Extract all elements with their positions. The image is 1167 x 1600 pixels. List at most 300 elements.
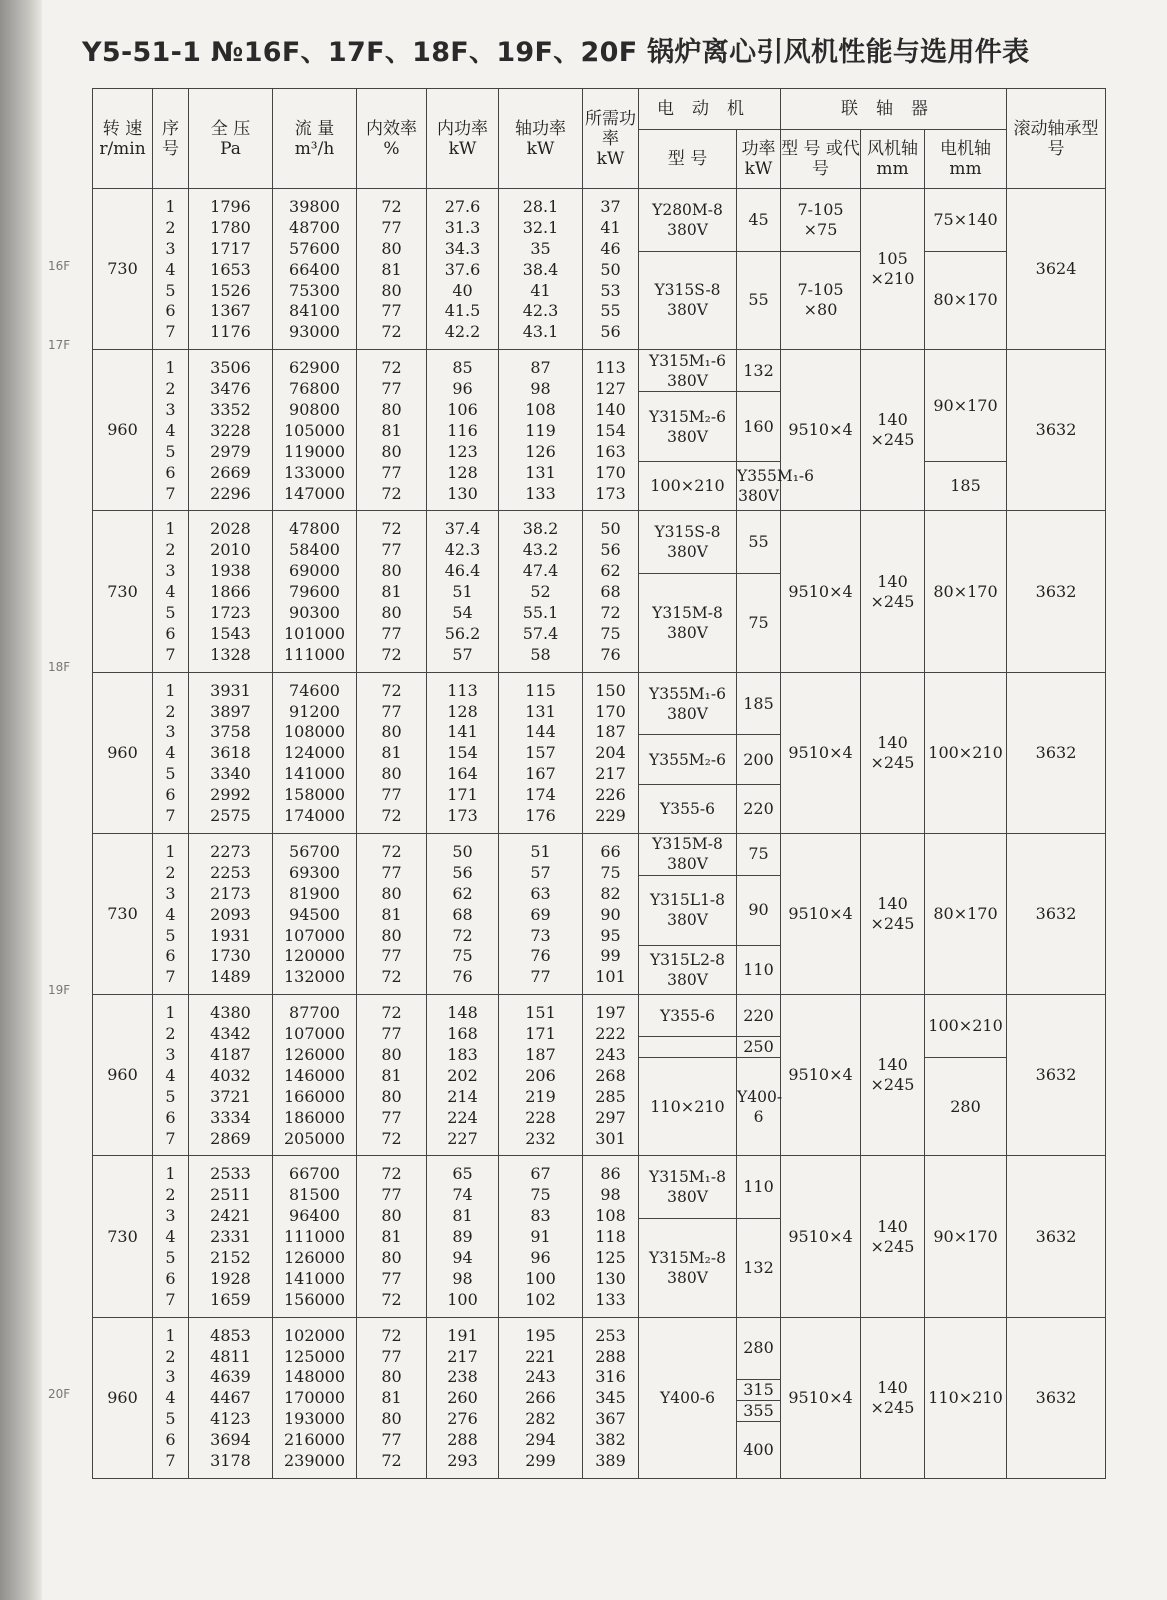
pressure-cell-value: 2010 xyxy=(210,540,251,560)
shaft-power-cell-value: 35 xyxy=(530,238,551,258)
required-power-cell xyxy=(583,833,639,994)
inner-power-cell-value: 217 xyxy=(447,1346,478,1366)
flow-cell-value: 91200 xyxy=(289,701,340,721)
seq-cell-value: 6 xyxy=(165,462,176,482)
pressure-cell-value: 4380 xyxy=(210,1003,251,1023)
fan-size-label: 20F xyxy=(48,1387,71,1402)
efficiency-cell-value: 72 xyxy=(381,1003,402,1023)
inner-power-cell xyxy=(427,189,499,350)
bearing-cell: 3632 xyxy=(1007,350,1106,511)
required-power-cell xyxy=(583,350,639,511)
pressure-cell xyxy=(189,350,273,511)
flow-cell-value: 111000 xyxy=(283,1227,346,1247)
required-power-cell xyxy=(583,1317,639,1478)
motor-power-cell: 280 xyxy=(737,1317,781,1380)
pressure-cell-value: 1931 xyxy=(210,925,251,945)
pressure-cell-value: 1866 xyxy=(210,582,251,602)
shaft-power-cell-value: 195 xyxy=(525,1325,556,1345)
motor-model-cell: Y355-6 xyxy=(639,995,737,1037)
motor-power-cell: 90 xyxy=(737,875,781,945)
flow-cell-value: 79600 xyxy=(289,582,340,602)
flow-cell-value: 133000 xyxy=(283,462,346,482)
inner-power-cell-value: 41.5 xyxy=(444,301,481,321)
inner-power-cell-value: 191 xyxy=(447,1325,478,1345)
efficiency-cell-value: 77 xyxy=(381,1268,402,1288)
required-power-cell-value: 125 xyxy=(595,1247,626,1267)
flow-cell-value: 84100 xyxy=(289,301,340,321)
motor-power-cell: 132 xyxy=(737,1219,781,1318)
seq-cell-value: 4 xyxy=(165,420,176,440)
motor-power-cell: 280 xyxy=(925,1057,1007,1155)
shaft-power-cell xyxy=(499,995,583,1156)
fan-shaft-cell: 140 ×245 xyxy=(861,350,925,511)
flow-cell-value: 69300 xyxy=(289,862,340,882)
flow-cell-value: 141000 xyxy=(283,1268,346,1288)
required-power-cell-value: 173 xyxy=(595,483,626,503)
shaft-power-cell-value: 63 xyxy=(530,883,551,903)
inner-power-cell-value: 202 xyxy=(447,1065,478,1085)
motor-shaft-cell: 100×210 xyxy=(925,995,1007,1058)
header-inner-power: 内功率 kW xyxy=(427,89,499,189)
efficiency-cell-value: 81 xyxy=(381,259,402,279)
motor-model-cell: Y355M₁-6 380V xyxy=(639,672,737,735)
efficiency-cell-value: 77 xyxy=(381,462,402,482)
motor-shaft-cell: 110×210 xyxy=(925,1317,1007,1478)
seq-cell-value: 5 xyxy=(165,1086,176,1106)
required-power-cell-value: 62 xyxy=(600,561,621,581)
required-power-cell-value: 197 xyxy=(595,1003,626,1023)
required-power-cell-value: 82 xyxy=(600,883,621,903)
flow-cell xyxy=(273,189,357,350)
inner-power-cell-value: 51 xyxy=(452,582,473,602)
inner-power-cell-value: 34.3 xyxy=(444,238,481,258)
required-power-cell-value: 389 xyxy=(595,1450,626,1470)
shaft-power-cell-value: 221 xyxy=(525,1346,556,1366)
shaft-power-cell xyxy=(499,350,583,511)
efficiency-cell-value: 81 xyxy=(381,1227,402,1247)
required-power-cell-value: 382 xyxy=(595,1430,626,1450)
bearing-cell: 3632 xyxy=(1007,833,1106,994)
shaft-power-cell-value: 98 xyxy=(530,379,551,399)
required-power-cell-value: 90 xyxy=(600,904,621,924)
efficiency-cell-value: 72 xyxy=(381,680,402,700)
required-power-cell-value: 163 xyxy=(595,441,626,461)
header-shaft-power: 轴功率 kW xyxy=(499,89,583,189)
pressure-cell-value: 1489 xyxy=(210,967,251,987)
required-power-cell-value: 170 xyxy=(595,462,626,482)
required-power-cell-value: 41 xyxy=(600,217,621,237)
shaft-power-cell-value: 47.4 xyxy=(522,561,559,581)
efficiency-cell-value: 80 xyxy=(381,1367,402,1387)
pressure-cell-value: 3334 xyxy=(210,1107,251,1127)
bearing-cell: 3624 xyxy=(1007,189,1106,350)
efficiency-cell-value: 80 xyxy=(381,1247,402,1267)
inner-power-cell-value: 100 xyxy=(447,1289,478,1309)
inner-power-cell-value: 141 xyxy=(447,722,478,742)
efficiency-cell-value: 80 xyxy=(381,238,402,258)
flow-cell-value: 119000 xyxy=(283,441,346,461)
efficiency-cell-value: 77 xyxy=(381,1346,402,1366)
flow-cell xyxy=(273,1156,357,1317)
table-row xyxy=(93,833,1106,854)
seq-cell-value: 1 xyxy=(165,1325,176,1345)
inner-power-cell-value: 128 xyxy=(447,462,478,482)
seq-cell-value: 3 xyxy=(165,883,176,903)
pressure-cell xyxy=(189,1317,273,1478)
pressure-cell-value: 2669 xyxy=(210,462,251,482)
header-motor-power: 功率 kW xyxy=(737,130,781,189)
speed-cell: 730 xyxy=(93,511,153,672)
table-row xyxy=(93,672,1106,693)
pressure-cell-value: 1367 xyxy=(210,301,251,321)
flow-cell-value: 93000 xyxy=(289,322,340,342)
flow-cell-value: 239000 xyxy=(283,1450,346,1470)
pressure-cell-value: 1717 xyxy=(210,238,251,258)
pressure-cell-value: 4032 xyxy=(210,1065,251,1085)
pressure-cell-value: 3897 xyxy=(210,701,251,721)
efficiency-cell xyxy=(357,511,427,672)
header-efficiency: 内效率 % xyxy=(357,89,427,189)
motor-power-cell: 185 xyxy=(737,672,781,735)
efficiency-cell-value: 81 xyxy=(381,582,402,602)
seq-cell-value: 6 xyxy=(165,301,176,321)
shaft-power-cell-value: 171 xyxy=(525,1024,556,1044)
efficiency-cell-value: 72 xyxy=(381,1128,402,1148)
seq-cell-value: 3 xyxy=(165,1367,176,1387)
seq-cell-value: 7 xyxy=(165,483,176,503)
header-coupling: 联轴器 xyxy=(781,89,1007,130)
required-power-cell-value: 243 xyxy=(595,1044,626,1064)
required-power-cell-value: 285 xyxy=(595,1086,626,1106)
motor-model-cell: Y400-6 xyxy=(639,1317,737,1478)
inner-power-cell-value: 116 xyxy=(447,420,478,440)
flow-cell-value: 66700 xyxy=(289,1164,340,1184)
required-power-cell-value: 68 xyxy=(600,582,621,602)
flow-cell-value: 126000 xyxy=(283,1044,346,1064)
pressure-cell-value: 1780 xyxy=(210,217,251,237)
efficiency-cell-value: 72 xyxy=(381,358,402,378)
efficiency-cell-value: 72 xyxy=(381,1325,402,1345)
seq-cell-value: 2 xyxy=(165,1346,176,1366)
coupling-model-cell: 9510×4 xyxy=(781,1317,861,1478)
bearing-cell: 3632 xyxy=(1007,672,1106,833)
inner-power-cell-value: 74 xyxy=(452,1185,473,1205)
shaft-power-cell-value: 131 xyxy=(525,462,556,482)
seq-cell xyxy=(153,511,189,672)
flow-cell-value: 58400 xyxy=(289,540,340,560)
required-power-cell-value: 50 xyxy=(600,259,621,279)
efficiency-cell-value: 77 xyxy=(381,1107,402,1127)
speed-cell: 960 xyxy=(93,672,153,833)
speed-cell: 730 xyxy=(93,1156,153,1317)
required-power-cell xyxy=(583,511,639,672)
motor-model-cell: Y355M₂-6 xyxy=(639,735,737,784)
motor-shaft-cell: 100×210 xyxy=(925,672,1007,833)
seq-cell-value: 6 xyxy=(165,785,176,805)
flow-cell-value: 62900 xyxy=(289,358,340,378)
pressure-cell-value: 1796 xyxy=(210,197,251,216)
efficiency-cell xyxy=(357,833,427,994)
coupling-model-cell: 9510×4 xyxy=(781,1156,861,1317)
efficiency-cell xyxy=(357,1156,427,1317)
seq-cell-value: 3 xyxy=(165,400,176,420)
performance-table xyxy=(92,88,1106,1479)
seq-cell xyxy=(153,1156,189,1317)
inner-power-cell-value: 130 xyxy=(447,483,478,503)
required-power-cell-value: 108 xyxy=(595,1206,626,1226)
required-power-cell-value: 316 xyxy=(595,1367,626,1387)
seq-cell-value: 5 xyxy=(165,603,176,623)
pressure-cell-value: 3228 xyxy=(210,420,251,440)
speed-cell: 960 xyxy=(93,1317,153,1478)
seq-cell-value: 2 xyxy=(165,379,176,399)
required-power-cell-value: 98 xyxy=(600,1185,621,1205)
seq-cell-value: 6 xyxy=(165,1430,176,1450)
required-power-cell-value: 268 xyxy=(595,1065,626,1085)
required-power-cell-value: 76 xyxy=(600,644,621,664)
coupling-model-cell: 9510×4 xyxy=(781,672,861,833)
fan-shaft-cell: 140 ×245 xyxy=(861,995,925,1156)
inner-power-cell-value: 293 xyxy=(447,1450,478,1470)
required-power-cell-value: 95 xyxy=(600,925,621,945)
table-row xyxy=(93,1317,1106,1338)
efficiency-cell-value: 80 xyxy=(381,925,402,945)
fan-shaft-cell: 140 ×245 xyxy=(861,672,925,833)
inner-power-cell-value: 75 xyxy=(452,946,473,966)
motor-model-cell: Y355M₁-6 380V xyxy=(737,462,781,511)
flow-cell-value: 102000 xyxy=(283,1325,346,1345)
inner-power-cell-value: 113 xyxy=(447,680,478,700)
required-power-cell-value: 187 xyxy=(595,722,626,742)
pressure-cell-value: 3694 xyxy=(210,1430,251,1450)
required-power-cell-value: 288 xyxy=(595,1346,626,1366)
pressure-cell-value: 2511 xyxy=(210,1185,251,1205)
flow-cell-value: 156000 xyxy=(283,1289,346,1309)
inner-power-cell-value: 50 xyxy=(452,841,473,861)
seq-cell-value: 2 xyxy=(165,701,176,721)
efficiency-cell-value: 80 xyxy=(381,1409,402,1429)
shaft-power-cell-value: 131 xyxy=(525,701,556,721)
inner-power-cell-value: 106 xyxy=(447,400,478,420)
pressure-cell-value: 1328 xyxy=(210,644,251,664)
flow-cell-value: 132000 xyxy=(283,967,346,987)
pressure-cell-value: 3758 xyxy=(210,722,251,742)
seq-cell xyxy=(153,189,189,350)
seq-cell-value: 4 xyxy=(165,582,176,602)
inner-power-cell-value: 54 xyxy=(452,603,473,623)
motor-model-cell: Y315M₂-6 380V xyxy=(639,392,737,462)
seq-cell-value: 5 xyxy=(165,1409,176,1429)
pressure-cell-value: 1659 xyxy=(210,1289,251,1309)
header-pressure: 全 压 Pa xyxy=(189,89,273,189)
motor-shaft-cell: 90×170 xyxy=(925,1156,1007,1317)
motor-power-cell: 75 xyxy=(737,833,781,875)
inner-power-cell-value: 72 xyxy=(452,925,473,945)
fan-size-label: 16F xyxy=(48,258,71,273)
efficiency-cell-value: 72 xyxy=(381,1450,402,1470)
seq-cell-value: 3 xyxy=(165,561,176,581)
shaft-power-cell-value: 73 xyxy=(530,925,551,945)
inner-power-cell xyxy=(427,511,499,672)
pressure-cell-value: 2331 xyxy=(210,1227,251,1247)
required-power-cell-value: 46 xyxy=(600,238,621,258)
efficiency-cell-value: 81 xyxy=(381,904,402,924)
required-power-cell-value: 170 xyxy=(595,701,626,721)
required-power-cell-value: 37 xyxy=(600,197,621,216)
seq-cell-value: 7 xyxy=(165,967,176,987)
speed-cell: 730 xyxy=(93,833,153,994)
flow-cell-value: 90800 xyxy=(289,400,340,420)
efficiency-cell-value: 80 xyxy=(381,883,402,903)
pressure-cell-value: 1543 xyxy=(210,623,251,643)
pressure-cell-value: 3340 xyxy=(210,764,251,784)
pressure-cell-value: 3506 xyxy=(210,358,251,378)
fan-size-label: 17F xyxy=(48,337,71,352)
shaft-power-cell-value: 294 xyxy=(525,1430,556,1450)
shaft-power-cell-value: 28.1 xyxy=(522,197,559,216)
inner-power-cell-value: 154 xyxy=(447,743,478,763)
flow-cell xyxy=(273,995,357,1156)
header-coupling-model: 型 号 或代号 xyxy=(781,130,861,189)
page-title: Y5-51-1 №16F、17F、18F、19F、20F 锅炉离心引风机性能与选用件表 xyxy=(82,37,1030,68)
efficiency-cell-value: 80 xyxy=(381,764,402,784)
table-row xyxy=(93,189,1106,210)
table-row xyxy=(93,995,1106,1016)
pressure-cell-value: 1938 xyxy=(210,561,251,581)
motor-model-cell: Y315S-8 380V xyxy=(639,511,737,574)
shaft-power-cell-value: 151 xyxy=(525,1003,556,1023)
efficiency-cell-value: 77 xyxy=(381,701,402,721)
required-power-cell-value: 154 xyxy=(595,420,626,440)
pressure-cell-value: 1526 xyxy=(210,280,251,300)
inner-power-cell-value: 238 xyxy=(447,1367,478,1387)
inner-power-cell-value: 94 xyxy=(452,1247,473,1267)
flow-cell-value: 81500 xyxy=(289,1185,340,1205)
inner-power-cell-value: 227 xyxy=(447,1128,478,1148)
efficiency-cell xyxy=(357,672,427,833)
shaft-power-cell-value: 167 xyxy=(525,764,556,784)
efficiency-cell-value: 77 xyxy=(381,1185,402,1205)
inner-power-cell-value: 123 xyxy=(447,441,478,461)
shaft-power-cell-value: 69 xyxy=(530,904,551,924)
seq-cell-value: 4 xyxy=(165,1227,176,1247)
seq-cell-value: 6 xyxy=(165,946,176,966)
required-power-cell-value: 72 xyxy=(600,603,621,623)
motor-power-cell: 110 xyxy=(737,945,781,994)
shaft-power-cell-value: 41 xyxy=(530,280,551,300)
motor-shaft-cell: 80×170 xyxy=(925,251,1007,350)
shaft-power-cell-value: 67 xyxy=(530,1164,551,1184)
shaft-power-cell-value: 76 xyxy=(530,946,551,966)
required-power-cell-value: 56 xyxy=(600,540,621,560)
motor-model-cell: Y400-6 xyxy=(737,1057,781,1155)
flow-cell-value: 125000 xyxy=(283,1346,346,1366)
shaft-power-cell-value: 187 xyxy=(525,1044,556,1064)
efficiency-cell-value: 80 xyxy=(381,1044,402,1064)
pressure-cell-value: 1730 xyxy=(210,946,251,966)
seq-cell-value: 5 xyxy=(165,764,176,784)
seq-cell-value: 5 xyxy=(165,441,176,461)
seq-cell-value: 2 xyxy=(165,1024,176,1044)
inner-power-cell-value: 171 xyxy=(447,785,478,805)
efficiency-cell xyxy=(357,995,427,1156)
flow-cell-value: 94500 xyxy=(289,904,340,924)
required-power-cell-value: 66 xyxy=(600,841,621,861)
flow-cell-value: 147000 xyxy=(283,483,346,503)
seq-cell-value: 4 xyxy=(165,743,176,763)
efficiency-cell-value: 72 xyxy=(381,1289,402,1309)
table-row xyxy=(93,1156,1106,1177)
inner-power-cell-value: 148 xyxy=(447,1003,478,1023)
efficiency-cell-value: 72 xyxy=(381,483,402,503)
shaft-power-cell-value: 51 xyxy=(530,841,551,861)
flow-cell-value: 124000 xyxy=(283,743,346,763)
flow-cell-value: 107000 xyxy=(283,925,346,945)
efficiency-cell-value: 80 xyxy=(381,1086,402,1106)
inner-power-cell xyxy=(427,672,499,833)
required-power-cell-value: 50 xyxy=(600,519,621,539)
inner-power-cell-value: 42.2 xyxy=(444,322,481,342)
seq-cell-value: 5 xyxy=(165,925,176,945)
flow-cell-value: 193000 xyxy=(283,1409,346,1429)
pressure-cell-value: 2296 xyxy=(210,483,251,503)
header-motor-model: 型 号 xyxy=(639,130,737,189)
shaft-power-cell xyxy=(499,1317,583,1478)
seq-cell-value: 4 xyxy=(165,1388,176,1408)
shaft-power-cell-value: 228 xyxy=(525,1107,556,1127)
seq-cell-value: 5 xyxy=(165,280,176,300)
efficiency-cell-value: 72 xyxy=(381,806,402,826)
table-row xyxy=(93,350,1106,371)
pressure-cell-value: 4123 xyxy=(210,1409,251,1429)
header-flow: 流 量 m³/h xyxy=(273,89,357,189)
inner-power-cell-value: 68 xyxy=(452,904,473,924)
fan-size-label: 18F xyxy=(48,660,71,675)
flow-cell-value: 170000 xyxy=(283,1388,346,1408)
inner-power-cell-value: 56 xyxy=(452,862,473,882)
shaft-power-cell-value: 55.1 xyxy=(522,603,559,623)
efficiency-cell-value: 77 xyxy=(381,1430,402,1450)
shaft-power-cell-value: 32.1 xyxy=(522,217,559,237)
inner-power-cell-value: 96 xyxy=(452,379,473,399)
inner-power-cell-value: 65 xyxy=(452,1164,473,1184)
required-power-cell-value: 86 xyxy=(600,1164,621,1184)
pressure-cell-value: 2273 xyxy=(210,841,251,861)
shaft-power-cell-value: 232 xyxy=(525,1128,556,1148)
pressure-cell-value: 2575 xyxy=(210,806,251,826)
efficiency-cell-value: 80 xyxy=(381,280,402,300)
motor-power-cell: 132 xyxy=(737,350,781,392)
shaft-power-cell-value: 266 xyxy=(525,1388,556,1408)
header-speed: 转 速 r/min xyxy=(93,89,153,189)
header-motor-shaft: 电机轴 mm xyxy=(925,130,1007,189)
shaft-power-cell-value: 77 xyxy=(530,967,551,987)
required-power-cell-value: 229 xyxy=(595,806,626,826)
efficiency-cell-value: 77 xyxy=(381,1024,402,1044)
bearing-cell: 3632 xyxy=(1007,995,1106,1156)
flow-cell-value: 47800 xyxy=(289,519,340,539)
seq-cell xyxy=(153,995,189,1156)
shaft-power-cell-value: 176 xyxy=(525,806,556,826)
efficiency-cell-value: 72 xyxy=(381,197,402,216)
required-power-cell-value: 56 xyxy=(600,322,621,342)
efficiency-cell xyxy=(357,350,427,511)
pressure-cell-value: 2093 xyxy=(210,904,251,924)
motor-power-cell: 55 xyxy=(737,511,781,574)
seq-cell-value: 7 xyxy=(165,644,176,664)
pressure-cell xyxy=(189,672,273,833)
pressure-cell-value: 4639 xyxy=(210,1367,251,1387)
